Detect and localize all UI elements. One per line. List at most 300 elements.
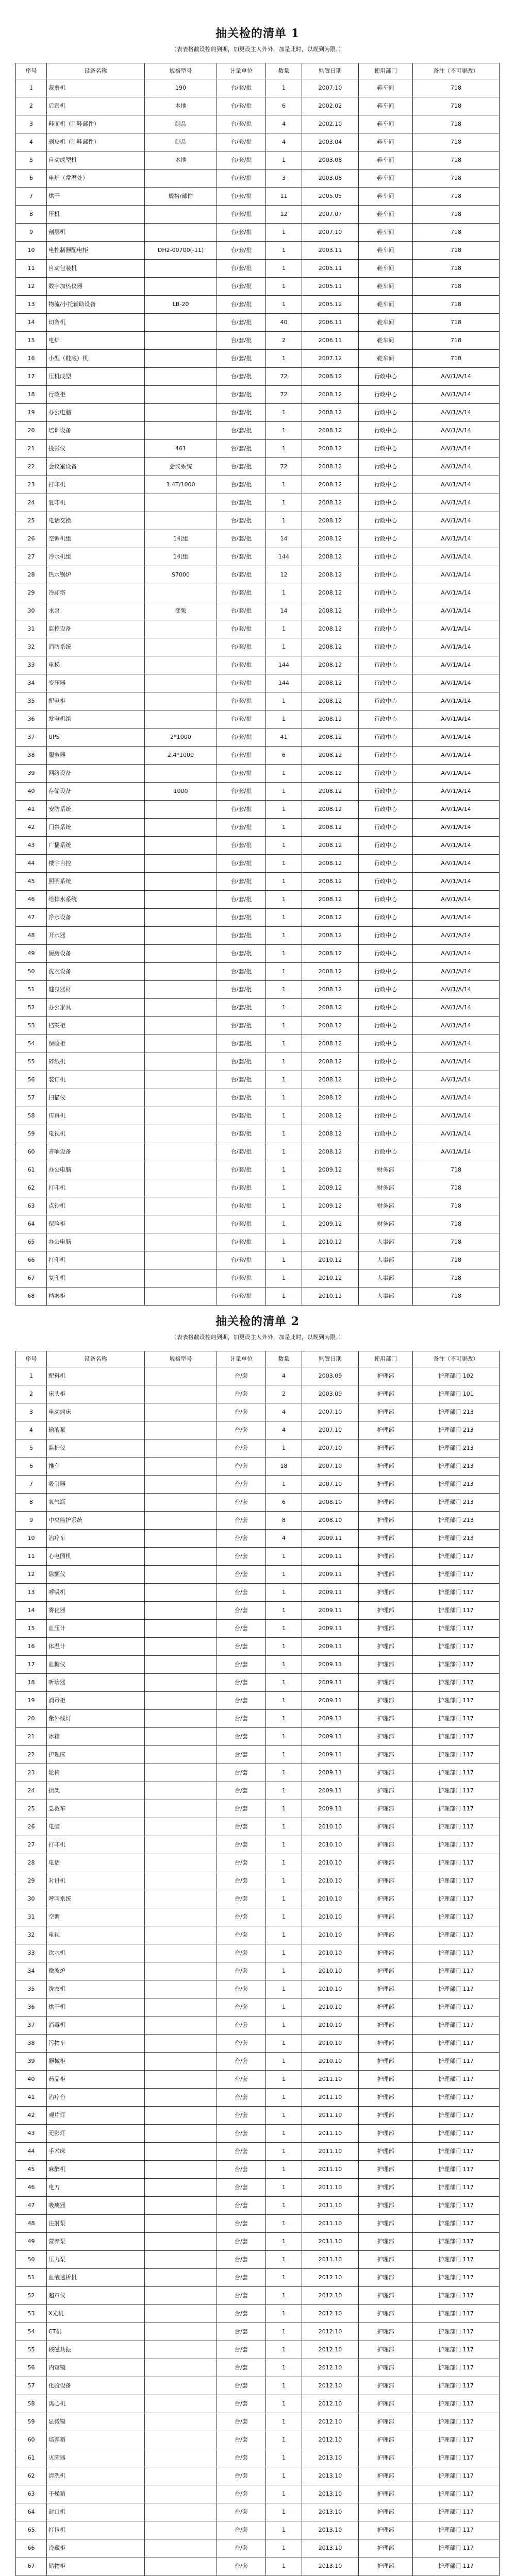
table-cell: 65 bbox=[16, 1233, 47, 1251]
table-cell: 2010.10 bbox=[302, 2035, 359, 2053]
table-cell bbox=[145, 1494, 217, 1512]
table-cell: 鞋车间 bbox=[359, 296, 413, 314]
table-cell: 楼宇自控 bbox=[47, 855, 145, 873]
table-cell: 切条机 bbox=[47, 314, 145, 332]
table-cell bbox=[145, 2016, 217, 2035]
table-cell: 护理部 bbox=[359, 1458, 413, 1476]
table-cell: 制品 bbox=[145, 133, 217, 151]
table-row bbox=[16, 674, 500, 692]
table-row bbox=[16, 2287, 500, 2305]
table-cell: 2012.10 bbox=[302, 2269, 359, 2287]
table-cell: 1 bbox=[266, 2395, 302, 2413]
table-row bbox=[16, 2467, 500, 2485]
table-cell: 台/套/批 bbox=[217, 133, 266, 151]
table-cell: 行政中心 bbox=[359, 404, 413, 422]
column-header: 购置日期 bbox=[302, 63, 359, 79]
table-cell: 718 bbox=[413, 1251, 500, 1269]
table-cell bbox=[145, 278, 217, 296]
table-cell: 2012.10 bbox=[302, 2305, 359, 2323]
table-cell: 台/套/批 bbox=[217, 674, 266, 692]
table-cell: 护理部门 117 bbox=[413, 1782, 500, 1800]
table-cell: 2008.12 bbox=[302, 584, 359, 602]
table-cell: 台/套 bbox=[217, 2413, 266, 2431]
table-cell: 护理部 bbox=[359, 1620, 413, 1638]
table-cell: 台/套 bbox=[217, 2053, 266, 2071]
table-cell: 2008.12 bbox=[302, 1053, 359, 1071]
table-cell: A/V/1/A/14 bbox=[413, 638, 500, 656]
table-cell: 6 bbox=[266, 97, 302, 115]
table-cell: 4 bbox=[266, 1530, 302, 1548]
table-row bbox=[16, 1017, 500, 1035]
column-header: 购置日期 bbox=[302, 1351, 359, 1367]
table-cell: 行政中心 bbox=[359, 801, 413, 819]
table-row bbox=[16, 2125, 500, 2143]
table-cell: A/V/1/A/14 bbox=[413, 855, 500, 873]
table-cell: 护理部门 117 bbox=[413, 1566, 500, 1584]
table-cell bbox=[145, 2359, 217, 2377]
table-cell: 2011.10 bbox=[302, 2071, 359, 2089]
table-cell: 台/套 bbox=[217, 2016, 266, 2035]
table-cell: 护理部门 117 bbox=[413, 2449, 500, 2467]
table-cell: 压机 bbox=[47, 206, 145, 224]
table-cell: 变频 bbox=[145, 602, 217, 620]
table-row bbox=[16, 512, 500, 530]
table-row bbox=[16, 2179, 500, 2197]
table-row bbox=[16, 206, 500, 224]
table-cell: 1 bbox=[266, 1017, 302, 1035]
table-cell: 呼吸机 bbox=[47, 1584, 145, 1602]
table-cell: 鞋车间 bbox=[359, 79, 413, 97]
table-row bbox=[16, 945, 500, 963]
table-cell: 护理部 bbox=[359, 1926, 413, 1944]
table-cell: 行政中心 bbox=[359, 909, 413, 927]
table-cell: 台/套/批 bbox=[217, 656, 266, 674]
table-cell: 2008.12 bbox=[302, 747, 359, 765]
table-cell: 2006.11 bbox=[302, 332, 359, 350]
table-cell: 鞋车间 bbox=[359, 170, 413, 188]
table-cell: 护理部门 117 bbox=[413, 1998, 500, 2016]
table-cell: 台/套 bbox=[217, 2251, 266, 2269]
table-cell: 45 bbox=[16, 2161, 47, 2179]
table-cell: 2008.12 bbox=[302, 963, 359, 981]
table-cell bbox=[145, 350, 217, 368]
table-cell: 1 bbox=[266, 494, 302, 512]
column-header: 序号 bbox=[16, 1351, 47, 1367]
table-cell: 护理部 bbox=[359, 1602, 413, 1620]
table-cell: 1 bbox=[266, 981, 302, 999]
table-cell bbox=[145, 1962, 217, 1980]
table-cell: 培养箱 bbox=[47, 2431, 145, 2449]
table-cell: 护理部门 117 bbox=[413, 1746, 500, 1764]
table-cell: 心电图机 bbox=[47, 1548, 145, 1566]
table-cell: 行政中心 bbox=[359, 620, 413, 638]
table-cell: 2008.12 bbox=[302, 458, 359, 476]
table-cell bbox=[145, 674, 217, 692]
table-cell: 台/套/批 bbox=[217, 350, 266, 368]
table-cell: 护理部 bbox=[359, 2503, 413, 2521]
table-cell: 1 bbox=[266, 512, 302, 530]
table-cell: 护理部门 117 bbox=[413, 1548, 500, 1566]
table-header-row bbox=[16, 1351, 500, 1367]
table-cell: A/V/1/A/14 bbox=[413, 602, 500, 620]
table-cell: 鞋车间 bbox=[359, 151, 413, 170]
table-cell: 2008.12 bbox=[302, 1089, 359, 1107]
table-cell: A/V/1/A/14 bbox=[413, 404, 500, 422]
table-cell: 53 bbox=[16, 1017, 47, 1035]
table-cell: 电话交换 bbox=[47, 512, 145, 530]
table-cell: 1 bbox=[266, 422, 302, 440]
table-cell: 台/套/批 bbox=[217, 242, 266, 260]
table-cell: 4 bbox=[16, 133, 47, 151]
table-cell: 718 bbox=[413, 1269, 500, 1287]
table-cell: 3 bbox=[16, 115, 47, 133]
table-cell: A/V/1/A/14 bbox=[413, 440, 500, 458]
table-row bbox=[16, 1980, 500, 1998]
table-cell bbox=[145, 1269, 217, 1287]
table-cell: 鞋车间 bbox=[359, 260, 413, 278]
table-cell: 2012.10 bbox=[302, 2287, 359, 2305]
table-cell: 12 bbox=[266, 566, 302, 584]
table-cell: 护理部 bbox=[359, 1854, 413, 1872]
table-cell: 护理部门 117 bbox=[413, 1584, 500, 1602]
table-cell: 打印机 bbox=[47, 476, 145, 494]
table-cell bbox=[145, 1800, 217, 1818]
table-cell bbox=[145, 2125, 217, 2143]
table-cell: 台/套/批 bbox=[217, 837, 266, 855]
table-cell: 44 bbox=[16, 855, 47, 873]
table-cell: 10 bbox=[16, 242, 47, 260]
table-cell bbox=[145, 1818, 217, 1836]
table-cell: 台/套/批 bbox=[217, 278, 266, 296]
table-cell: 护理部 bbox=[359, 2071, 413, 2089]
table-cell bbox=[145, 1476, 217, 1494]
table-cell: 消毒柜 bbox=[47, 1692, 145, 1710]
table-cell: 18 bbox=[16, 1674, 47, 1692]
table-cell: 23 bbox=[16, 476, 47, 494]
table-cell bbox=[145, 1512, 217, 1530]
table-cell: 1 bbox=[266, 1944, 302, 1962]
table-cell: 行政中心 bbox=[359, 1107, 413, 1125]
table-cell: 台/套 bbox=[217, 2377, 266, 2395]
table-row bbox=[16, 1746, 500, 1764]
table-cell: 2003.04 bbox=[302, 133, 359, 151]
table-row bbox=[16, 2107, 500, 2125]
table-cell: 718 bbox=[413, 350, 500, 368]
table-cell: 护理部 bbox=[359, 1494, 413, 1512]
table-cell: 1 bbox=[266, 350, 302, 368]
table-cell: 台/套 bbox=[217, 2107, 266, 2125]
table-row bbox=[16, 2071, 500, 2089]
table-cell: 护理部门 117 bbox=[413, 2215, 500, 2233]
table-cell: 输液泵 bbox=[47, 1421, 145, 1439]
table-cell: 台/套/批 bbox=[217, 728, 266, 747]
table-cell: 1 bbox=[266, 1782, 302, 1800]
table-cell: 2007.10 bbox=[302, 1403, 359, 1421]
table-cell: 护理部 bbox=[359, 1385, 413, 1403]
table-row bbox=[16, 151, 500, 170]
table-cell: 护理部 bbox=[359, 1692, 413, 1710]
table-cell: 储物柜 bbox=[47, 2557, 145, 2575]
table-row bbox=[16, 548, 500, 566]
table-cell: 监护仪 bbox=[47, 1439, 145, 1458]
list-section bbox=[0, 1306, 515, 2576]
table-cell: 护理部门 117 bbox=[413, 1962, 500, 1980]
table-cell: 1 bbox=[266, 2016, 302, 2035]
table-cell: 护理部 bbox=[359, 2233, 413, 2251]
table-cell bbox=[145, 1836, 217, 1854]
table-cell: 护理部门 117 bbox=[413, 2035, 500, 2053]
table-cell: 2008.12 bbox=[302, 1017, 359, 1035]
table-cell: 2008.12 bbox=[302, 530, 359, 548]
table-cell: 护理部 bbox=[359, 2449, 413, 2467]
table-cell: A/V/1/A/14 bbox=[413, 801, 500, 819]
table-row bbox=[16, 710, 500, 728]
table-cell: 31 bbox=[16, 620, 47, 638]
table-cell: 化验设备 bbox=[47, 2377, 145, 2395]
table-cell: 1 bbox=[266, 2323, 302, 2341]
table-row bbox=[16, 1692, 500, 1710]
table-cell: 6 bbox=[16, 1458, 47, 1476]
table-cell: 台/套/批 bbox=[217, 927, 266, 945]
table-cell: 1 bbox=[266, 2125, 302, 2143]
table-cell: 护理部 bbox=[359, 1908, 413, 1926]
table-cell: 冰箱 bbox=[47, 1728, 145, 1746]
table-cell: 2003.08 bbox=[302, 170, 359, 188]
table-cell: 手术床 bbox=[47, 2143, 145, 2161]
table-cell bbox=[145, 2467, 217, 2485]
table-cell: 台/套 bbox=[217, 2179, 266, 2197]
table-row bbox=[16, 1656, 500, 1674]
table-cell: 2012.10 bbox=[302, 2431, 359, 2449]
table-cell: 行政中心 bbox=[359, 873, 413, 891]
table-cell: 7 bbox=[16, 188, 47, 206]
table-cell: 41 bbox=[266, 728, 302, 747]
table-cell: 1 bbox=[266, 1035, 302, 1053]
table-cell: 718 bbox=[413, 224, 500, 242]
table-cell: 护理部门 117 bbox=[413, 2269, 500, 2287]
table-cell: 台/套/批 bbox=[217, 1197, 266, 1215]
table-cell: 台/套/批 bbox=[217, 1161, 266, 1179]
table-cell bbox=[145, 1287, 217, 1306]
table-cell bbox=[145, 981, 217, 999]
table-cell: 健身器材 bbox=[47, 981, 145, 999]
table-cell: 护理部 bbox=[359, 1728, 413, 1746]
table-cell: 1 bbox=[266, 2269, 302, 2287]
table-cell: 台/套/批 bbox=[217, 1143, 266, 1161]
table-cell: 60 bbox=[16, 1143, 47, 1161]
table-row bbox=[16, 747, 500, 765]
table-cell: 护理部门 117 bbox=[413, 2179, 500, 2197]
table-cell: 1 bbox=[266, 1836, 302, 1854]
table-cell: 718 bbox=[413, 260, 500, 278]
table-cell bbox=[145, 1782, 217, 1800]
table-cell: 52 bbox=[16, 999, 47, 1017]
table-cell: A/V/1/A/14 bbox=[413, 1071, 500, 1089]
table-row bbox=[16, 115, 500, 133]
table-row bbox=[16, 1854, 500, 1872]
table-row bbox=[16, 242, 500, 260]
table-cell: 台/套 bbox=[217, 1548, 266, 1566]
table-cell: 财务部 bbox=[359, 1197, 413, 1215]
table-cell: 1 bbox=[266, 1908, 302, 1926]
table-cell: 护理部门 117 bbox=[413, 2323, 500, 2341]
table-cell bbox=[145, 909, 217, 927]
table-cell bbox=[145, 1620, 217, 1638]
table-cell: 718 bbox=[413, 97, 500, 115]
table-cell bbox=[145, 2395, 217, 2413]
table-cell bbox=[145, 1566, 217, 1584]
table-cell: 1 bbox=[266, 963, 302, 981]
table-cell: 热水锅炉 bbox=[47, 566, 145, 584]
table-cell: 2008.12 bbox=[302, 710, 359, 728]
table-cell: 2009.11 bbox=[302, 1728, 359, 1746]
table-cell: 护理部门 117 bbox=[413, 1710, 500, 1728]
table-cell: 物流/小托辅助设备 bbox=[47, 296, 145, 314]
table-cell: 30 bbox=[16, 602, 47, 620]
table-cell: 台/套/批 bbox=[217, 530, 266, 548]
table-cell bbox=[145, 2503, 217, 2521]
table-cell: 21 bbox=[16, 1728, 47, 1746]
table-cell: 718 bbox=[413, 115, 500, 133]
table-cell: 1 bbox=[266, 891, 302, 909]
table-cell: 护理部 bbox=[359, 1638, 413, 1656]
table-cell: 配料机 bbox=[47, 1367, 145, 1385]
table-cell bbox=[145, 2431, 217, 2449]
table-cell: 67 bbox=[16, 2557, 47, 2575]
table-cell: 14 bbox=[266, 602, 302, 620]
table-cell: 护理部 bbox=[359, 2377, 413, 2395]
table-cell: A/V/1/A/14 bbox=[413, 945, 500, 963]
table-row bbox=[16, 1053, 500, 1071]
table-cell: 台/套/批 bbox=[217, 1107, 266, 1125]
table-cell: 2008.12 bbox=[302, 692, 359, 710]
table-cell: 2009.11 bbox=[302, 1656, 359, 1674]
table-cell: 1 bbox=[266, 2161, 302, 2179]
table-cell: 护理部 bbox=[359, 1944, 413, 1962]
table-cell: 1 bbox=[266, 2359, 302, 2377]
table-cell: 内窥镜 bbox=[47, 2359, 145, 2377]
table-cell: 台/套/批 bbox=[217, 710, 266, 728]
table-cell: 行政中心 bbox=[359, 710, 413, 728]
table-cell: 护理部 bbox=[359, 2215, 413, 2233]
table-cell: 64 bbox=[16, 2503, 47, 2521]
table-cell: 台/套 bbox=[217, 2215, 266, 2233]
table-cell: 护理部门 117 bbox=[413, 1890, 500, 1908]
table-row bbox=[16, 2089, 500, 2107]
table-cell: 24 bbox=[16, 494, 47, 512]
table-cell: 点钞机 bbox=[47, 1197, 145, 1215]
table-cell: 保险柜 bbox=[47, 1035, 145, 1053]
table-cell bbox=[145, 2413, 217, 2431]
table-cell: 台/套/批 bbox=[217, 1269, 266, 1287]
table-cell: A/V/1/A/14 bbox=[413, 620, 500, 638]
table-cell: 体温计 bbox=[47, 1638, 145, 1656]
table-cell: 护理部门 213 bbox=[413, 1530, 500, 1548]
table-cell: 行政中心 bbox=[359, 692, 413, 710]
table-cell: 电刀 bbox=[47, 2179, 145, 2197]
table-cell: 2008.12 bbox=[302, 674, 359, 692]
table-cell: 台/套/批 bbox=[217, 548, 266, 566]
table-cell: 电梯 bbox=[47, 656, 145, 674]
table-cell bbox=[145, 1674, 217, 1692]
table-cell: 烘干 bbox=[47, 188, 145, 206]
table-cell bbox=[145, 2143, 217, 2161]
table-cell: 15 bbox=[16, 1620, 47, 1638]
table-cell: 2009.11 bbox=[302, 1674, 359, 1692]
table-row bbox=[16, 1071, 500, 1089]
table-cell: 48 bbox=[16, 927, 47, 945]
table-cell: 台/套 bbox=[217, 1638, 266, 1656]
table-cell bbox=[145, 1053, 217, 1071]
table-cell: 1 bbox=[266, 2143, 302, 2161]
table-cell: 护理部 bbox=[359, 1764, 413, 1782]
table-row bbox=[16, 1674, 500, 1692]
table-cell: 护理部门 117 bbox=[413, 2467, 500, 2485]
table-cell: 行政柜 bbox=[47, 386, 145, 404]
table-cell bbox=[145, 2233, 217, 2251]
table-cell: 2008.12 bbox=[302, 855, 359, 873]
table-cell: 2008.12 bbox=[302, 1071, 359, 1089]
table-cell: 鞋车间 bbox=[359, 314, 413, 332]
table-cell: 718 bbox=[413, 296, 500, 314]
table-cell: 护理部门 117 bbox=[413, 1944, 500, 1962]
table-cell bbox=[145, 656, 217, 674]
table-cell: 台/套 bbox=[217, 2557, 266, 2575]
table-cell: 护理部门 117 bbox=[413, 2251, 500, 2269]
table-cell: 2008.12 bbox=[302, 728, 359, 747]
column-header: 设备名称 bbox=[47, 1351, 145, 1367]
table-cell: 护理部门 117 bbox=[413, 2431, 500, 2449]
table-cell: 24 bbox=[16, 1782, 47, 1800]
table-cell: 台/套 bbox=[217, 2269, 266, 2287]
table-cell: 台/套/批 bbox=[217, 476, 266, 494]
table-cell: 本地 bbox=[145, 97, 217, 115]
table-cell: 打印机 bbox=[47, 1179, 145, 1197]
table-cell bbox=[145, 927, 217, 945]
table-cell: 2007.10 bbox=[302, 1476, 359, 1494]
table-cell: 行政中心 bbox=[359, 981, 413, 999]
table-cell: 2007.10 bbox=[302, 1439, 359, 1458]
table-row bbox=[16, 1269, 500, 1287]
table-cell: 43 bbox=[16, 2125, 47, 2143]
table-cell: 56 bbox=[16, 1071, 47, 1089]
table-cell: 22 bbox=[16, 1746, 47, 1764]
table-cell: 行政中心 bbox=[359, 1125, 413, 1143]
table-cell: 护理部门 117 bbox=[413, 2413, 500, 2431]
table-cell: 保险柜 bbox=[47, 1215, 145, 1233]
table-cell bbox=[145, 1215, 217, 1233]
table-cell: 电控制器配电柜 bbox=[47, 242, 145, 260]
table-row bbox=[16, 1143, 500, 1161]
table-cell: 2008.12 bbox=[302, 476, 359, 494]
table-cell: 护理部 bbox=[359, 2485, 413, 2503]
table-cell: 台/套 bbox=[217, 1602, 266, 1620]
table-cell: 行政中心 bbox=[359, 1143, 413, 1161]
table-cell: 台/套 bbox=[217, 2431, 266, 2449]
table-cell: 护理部 bbox=[359, 1548, 413, 1566]
table-cell: 1 bbox=[266, 1998, 302, 2016]
table-cell: 6 bbox=[16, 170, 47, 188]
table-cell: 20 bbox=[16, 1710, 47, 1728]
table-cell: 人事部 bbox=[359, 1233, 413, 1251]
table-cell: A/V/1/A/14 bbox=[413, 548, 500, 566]
table-cell: 装订机 bbox=[47, 1071, 145, 1089]
table-cell: 1 bbox=[266, 2503, 302, 2521]
table-cell: 护理部门 117 bbox=[413, 2305, 500, 2323]
table-cell: 人事部 bbox=[359, 1269, 413, 1287]
table-cell: 2013.10 bbox=[302, 2503, 359, 2521]
table-cell: 床头柜 bbox=[47, 1385, 145, 1403]
